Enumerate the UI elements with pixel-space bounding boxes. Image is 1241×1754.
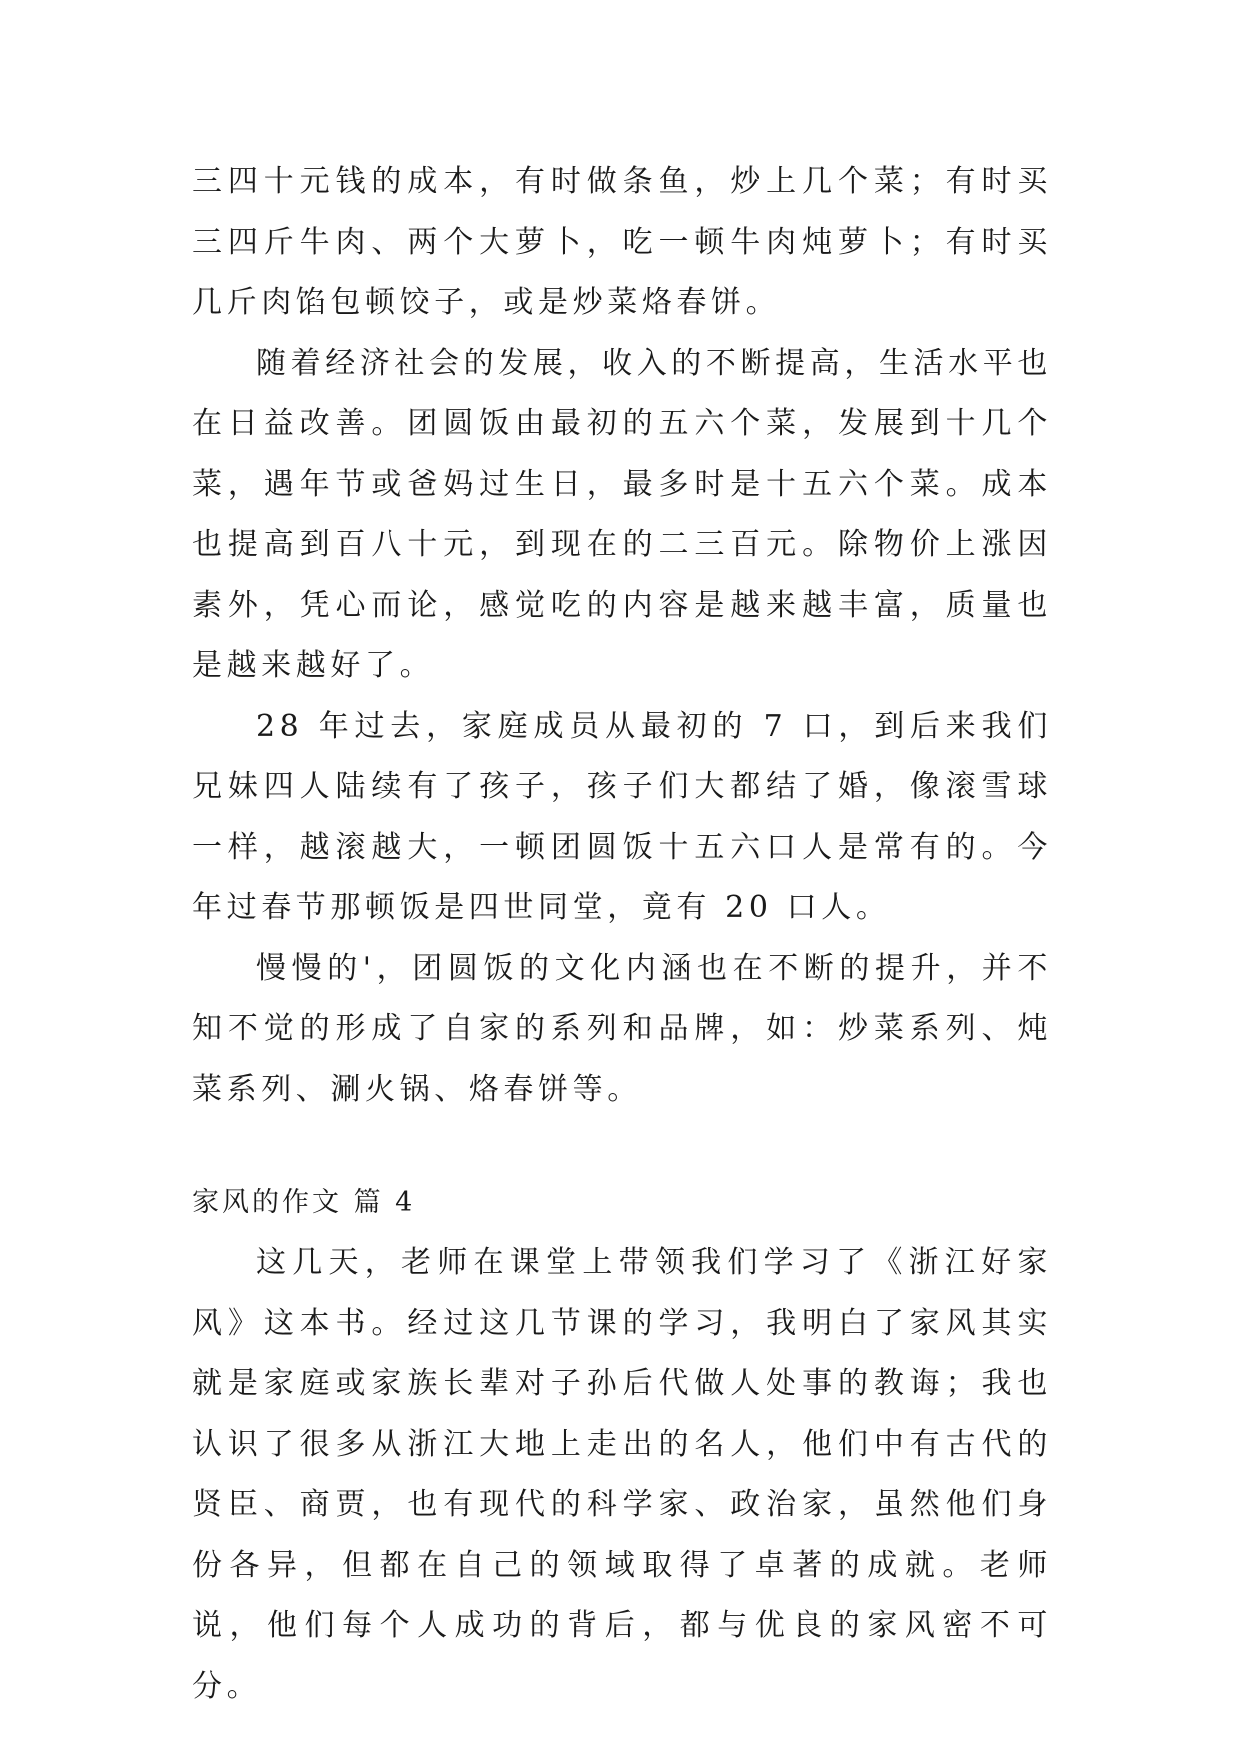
paragraph-continuation: 三四十元钱的成本，有时做条鱼，炒上几个菜；有时买三四斤牛肉、两个大萝卜，吃一顿牛肉炖萝卜；有时买几斤肉馅包顿饺子，或是炒菜烙春饼。 — [192, 164, 1052, 320]
paragraph-culture: 慢慢的'，团圆饭的文化内涵也在不断的提升，并不知不觉的形成了自家的系列和品牌，如：炒菜系列、炖菜系列、涮火锅、烙春饼等。 — [192, 950, 1052, 1107]
document-body — [192, 152, 1052, 1717]
paragraph-family-growth: 28 年过去，家庭成员从最初的 7 口，到后来我们兄妹四人陆续有了孩子，孩子们大都结了婚，像滚雪球一样，越滚越大，一顿团圆饭十五六口人是常有的。今年过春节那顿饭是四世同堂，竟有 20 口人。 — [192, 708, 1052, 925]
paragraph-economic-development: 随着经济社会的发展，收入的不断提高，生活水平也在日益改善。团圆饭由最初的五六个菜，发展到十几个菜，遇年节或爸妈过生日，最多时是十五六个菜。成本也提高到百八十元，到现在的二三百元。除物价上涨因素外，凭心而论，感觉吃的内容是越来越丰富，质量也是越来越好了。 — [192, 345, 1052, 683]
section-heading: 家风的作文 篇 4 — [192, 1187, 416, 1218]
paragraph-zhejiang-family-tradition: 这几天，老师在课堂上带领我们学习了《浙江好家风》这本书。经过这几节课的学习，我明白了家风其实就是家庭或家族长辈对子孙后代做人处事的教诲；我也认识了很多从浙江大地上走出的名人，他们中有古代的贤臣、商贾，也有现代的科学家、政治家，虽然他们身份各异，但都在自己的领域取得了卓著的成就。老师说，他们每个人成功的背后，都与优良的家风密不可分。 — [192, 1245, 1052, 1704]
